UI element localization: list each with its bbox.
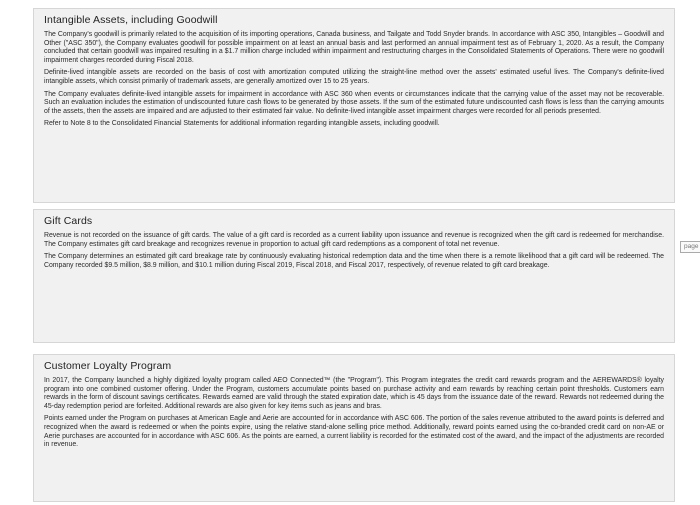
paragraph: Refer to Note 8 to the Consolidated Financial Statements for additional information regarding intangible assets, including goodwill. bbox=[44, 120, 440, 128]
paragraph: Revenue is not recorded on the issuance of gift cards. The value of a gift card is recorded as a current liability upon issuance and revenue is recognized when the gift card is redeemed for merchandise. The Company estimates gift card breakage and recognizes revenue in proportion to actual gift card redemptions as a component of total net revenue. bbox=[44, 232, 664, 248]
paragraph: The Company's goodwill is primarily related to the acquisition of its importing operations, Canada business, and Tailgate and Todd Snyder brands. In accordance with ASC 350, Intangibles – Goodwill and Other ("ASC 350"), the Company evaluates goodwill for possible impairment on at least an annual basis and last performed an annual impairment test as of February 1, 2020. As a result, the Company concluded that certain goodwill was impaired resulting in a $1.7 million charge included within impairment and restructuring charges in the Consolidated Statements of Operations. There were no goodwill impairment charges recorded during Fiscal 2018. bbox=[44, 31, 664, 64]
intangible-assets-section bbox=[33, 8, 675, 203]
paragraph: Points earned under the Program on purchases at American Eagle and Aerie are accounted for in accordance with ASC 606. The portion of the sales revenue attributed to the award points is deferred and recognized when the award is redeemed or when the points expire, using the relative stand-alone selling price method. Additionally, reward points earned using the co-branded credit card on non-AE or Aerie purchases are accounted for in accordance with ASC 606. As the points are earned, a current liability is recorded for the estimated cost of the award, and the impact of the adjustments are recorded in revenue. bbox=[44, 415, 664, 449]
section-title: Customer Loyalty Program bbox=[44, 360, 172, 372]
paragraph: The Company determines an estimated gift card breakage rate by continuously evaluating historical redemption data and the time when there is a remote likelihood that a gift card will be redeemed. The Company recorded $9.5 million, $8.9 million, and $10.1 million during Fiscal 2019, Fiscal 2018, and Fiscal 2017, respectively, of revenue related to gift card breakage. bbox=[44, 253, 664, 269]
section-title: Gift Cards bbox=[44, 215, 93, 227]
paragraph: Definite-lived intangible assets are recorded on the basis of cost with amortization computed utilizing the straight-line method over the assets' estimated useful lives. The Company's definite-lived intangible assets, which consist primarily of trademark assets, are generally amortized over 15 to 25 years. bbox=[44, 69, 664, 85]
paragraph: The Company evaluates definite-lived intangible assets for impairment in accordance with ASC 360 when events or circumstances indicate that the carrying value of the asset may not be recoverable. Such an evaluation includes the estimation of undiscounted future cash flows to be generated by those assets. If the sum of the estimated future undiscounted cash flows is less than the carrying amounts of the assets, then the assets are impaired and are adjusted to their estimated fair value. No definite-lived intangible asset impairment charges were recorded for all periods presented. bbox=[44, 90, 664, 115]
section-title: Intangible Assets, including Goodwill bbox=[44, 14, 218, 26]
paragraph: In 2017, the Company launched a highly digitized loyalty program called AEO Connected™ (the "Program"). This Program integrates the credit card rewards program and the AEREWARDS® loyalty program into one combined customer offering. Under the Program, customers accumulate points based on purchase activity and earn rewards by reaching certain point thresholds. Customers earn rewards in the form of discount savings certificates. Rewards earned are valid through the stated expiration date, which is 45 days from the issuance date of the reward. Rewards not redeemed during the 45-day redemption period are forfeited. Additional rewards are also given for key items such as jeans and bras. bbox=[44, 377, 664, 410]
page-tab[interactable]: page bbox=[680, 241, 700, 253]
gift-cards-section bbox=[33, 209, 675, 343]
customer-loyalty-section bbox=[33, 354, 675, 502]
